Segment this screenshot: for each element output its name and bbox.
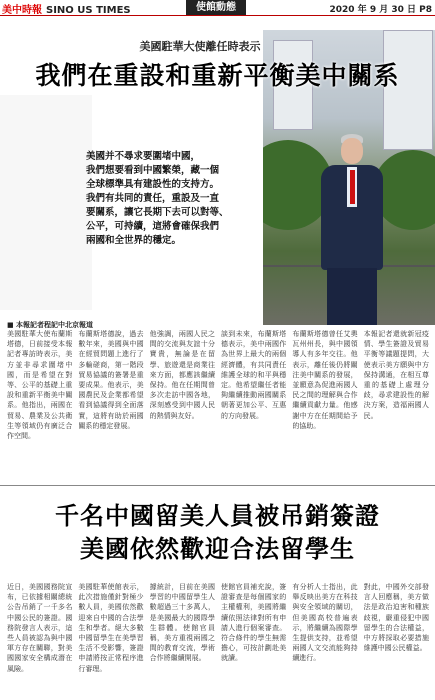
masthead: [2, 1, 131, 16]
story-divider: [0, 485, 435, 486]
page-header: [0, 0, 435, 16]
story2-headline-line: 千名中國留美人員被吊銷簽證: [55, 502, 380, 530]
masthead-en: SINO US TIMES: [46, 5, 131, 16]
story1-kicker: 美國駐華大使離任時表示: [139, 40, 261, 53]
story1-column: 布蘭斯塔德說，過去數年來，美國與中國在經貿問題上進行了多輪磋商，第一階段貿易協議的簽署是重要成果。他表示，美國農民及企業都希望看到協議得到全面落實，這將有助於兩國關系的穩定發展。: [78, 330, 144, 430]
story1-column: 布蘭斯塔德曾任艾奧瓦州州長，與中國領導人有多年交往。他表示，離任後仍將關注美中關系的發展，並願意為促進兩國人民之間的理解與合作繼續貢獻力量。他感謝中方在任期間給予的協助。: [292, 330, 358, 430]
pull-quote: [86, 150, 261, 248]
story2-column: 對此，中國外交部發言人回應稱，美方做法是政治迫害和種族歧視，嚴重侵犯中國留學生的合法權益，中方將採取必要措施維護中國公民權益。: [363, 583, 429, 653]
story1-headline: 我們在重設和重新平衡美中關系: [35, 61, 400, 90]
masthead-cn: 美中時報: [2, 5, 42, 16]
pull-quote-line: 兩國和全世界的穩定。: [86, 235, 182, 246]
pull-quote-line: 全球標準具有建設性的支持方。: [86, 179, 220, 190]
background-art: [0, 95, 92, 310]
byline: ■ 本報記者程記中北京報道: [7, 321, 94, 329]
story1-column: 他強調，兩國人民之間的交流與友誼十分寶貴，無論是在留學、旅遊還是商業往來方面，都應該繼續保持。他在任期間曾多次走訪中國各地，深刻感受到中國人民的熱情與友好。: [149, 330, 215, 420]
dateline: 2020 年 9 月 30 日 P8: [329, 5, 432, 15]
story2-column: 據統計，目前在美國學習的中國留學生人數超過三十多萬人，是美國最大的國際學生群體。使館官員稱，美方重視兩國之間的教育交流，學術合作將繼續開展。: [149, 583, 215, 663]
pull-quote-line: 公平，可持續，這將會確保我們: [86, 221, 220, 232]
story2-column: 近日，美國國務院宣布，已依據相關總統公告吊銷了一千多名中國公民的簽證。國務院發言人表示，這些人員被認為與中國軍方存在關聯，對美國國家安全構成潛在風險。: [7, 583, 73, 673]
story2-headline-line: 美國依然歡迎合法留學生: [80, 535, 355, 563]
story2-column: 使館官員補充說，簽證審查是每個國家的主權權利，美國將繼續依照法律對所有申請人進行個案審查。符合條件的學生無需擔心，可按計劃赴美就讀。: [220, 583, 287, 663]
story1-body: [7, 329, 429, 479]
story1-column: 本報記者還就新冠疫情、學生簽證及貿易平衡等議題提問，大使表示美方願與中方保持溝通，在相互尊重的基礎上處理分歧，尋求建設性的解決方案，造福兩國人民。: [363, 330, 429, 420]
pull-quote-line: 要關系，讓它長期下去可以對等、: [86, 207, 229, 218]
pull-quote-line: 美國并不尋求要圍堵中國，: [86, 151, 201, 162]
pull-quote-line: 我們想要看到中國繁榮，藏一個: [86, 165, 220, 176]
pull-quote-line: 我們有共同的責任，重設及一直: [86, 193, 220, 204]
story2-body: [7, 582, 429, 697]
story1-column: 美國駐華大使布蘭斯塔德，日前接受本報記者專訪時表示，美方並非尋求圍堵中國，而是希望在對等、公平的基礎上重設和重新平衡美中關系。他指出，兩國在貿易、農業及公共衛生等領域仍有廣泛合作空間。: [7, 330, 73, 441]
story1-column: 談到未來，布蘭斯塔德表示，美中兩國作為世界上最大的兩個經濟體，有共同責任維護全球的和平與穩定。他希望繼任者能夠繼續推動兩國關系朝著更加公平、互惠的方向發展。: [220, 330, 287, 420]
section-label: 使館動態: [186, 0, 246, 15]
story2-column: 美國駐華使館表示，此次措施僅針對極少數人員，美國依然歡迎來自中國的合法學生和學者。絕大多數中國留學生在美學習生活不受影響，簽證申請將按正常程序進行審理。: [78, 583, 144, 673]
story2-column: 有分析人士指出，此舉反映出美方在科技與安全領域的關切，但美國高校普遍表示，將繼續為國際學生提供支持，並希望兩國人文交流能夠持續進行。: [292, 583, 358, 663]
story2-headline: [10, 500, 425, 566]
